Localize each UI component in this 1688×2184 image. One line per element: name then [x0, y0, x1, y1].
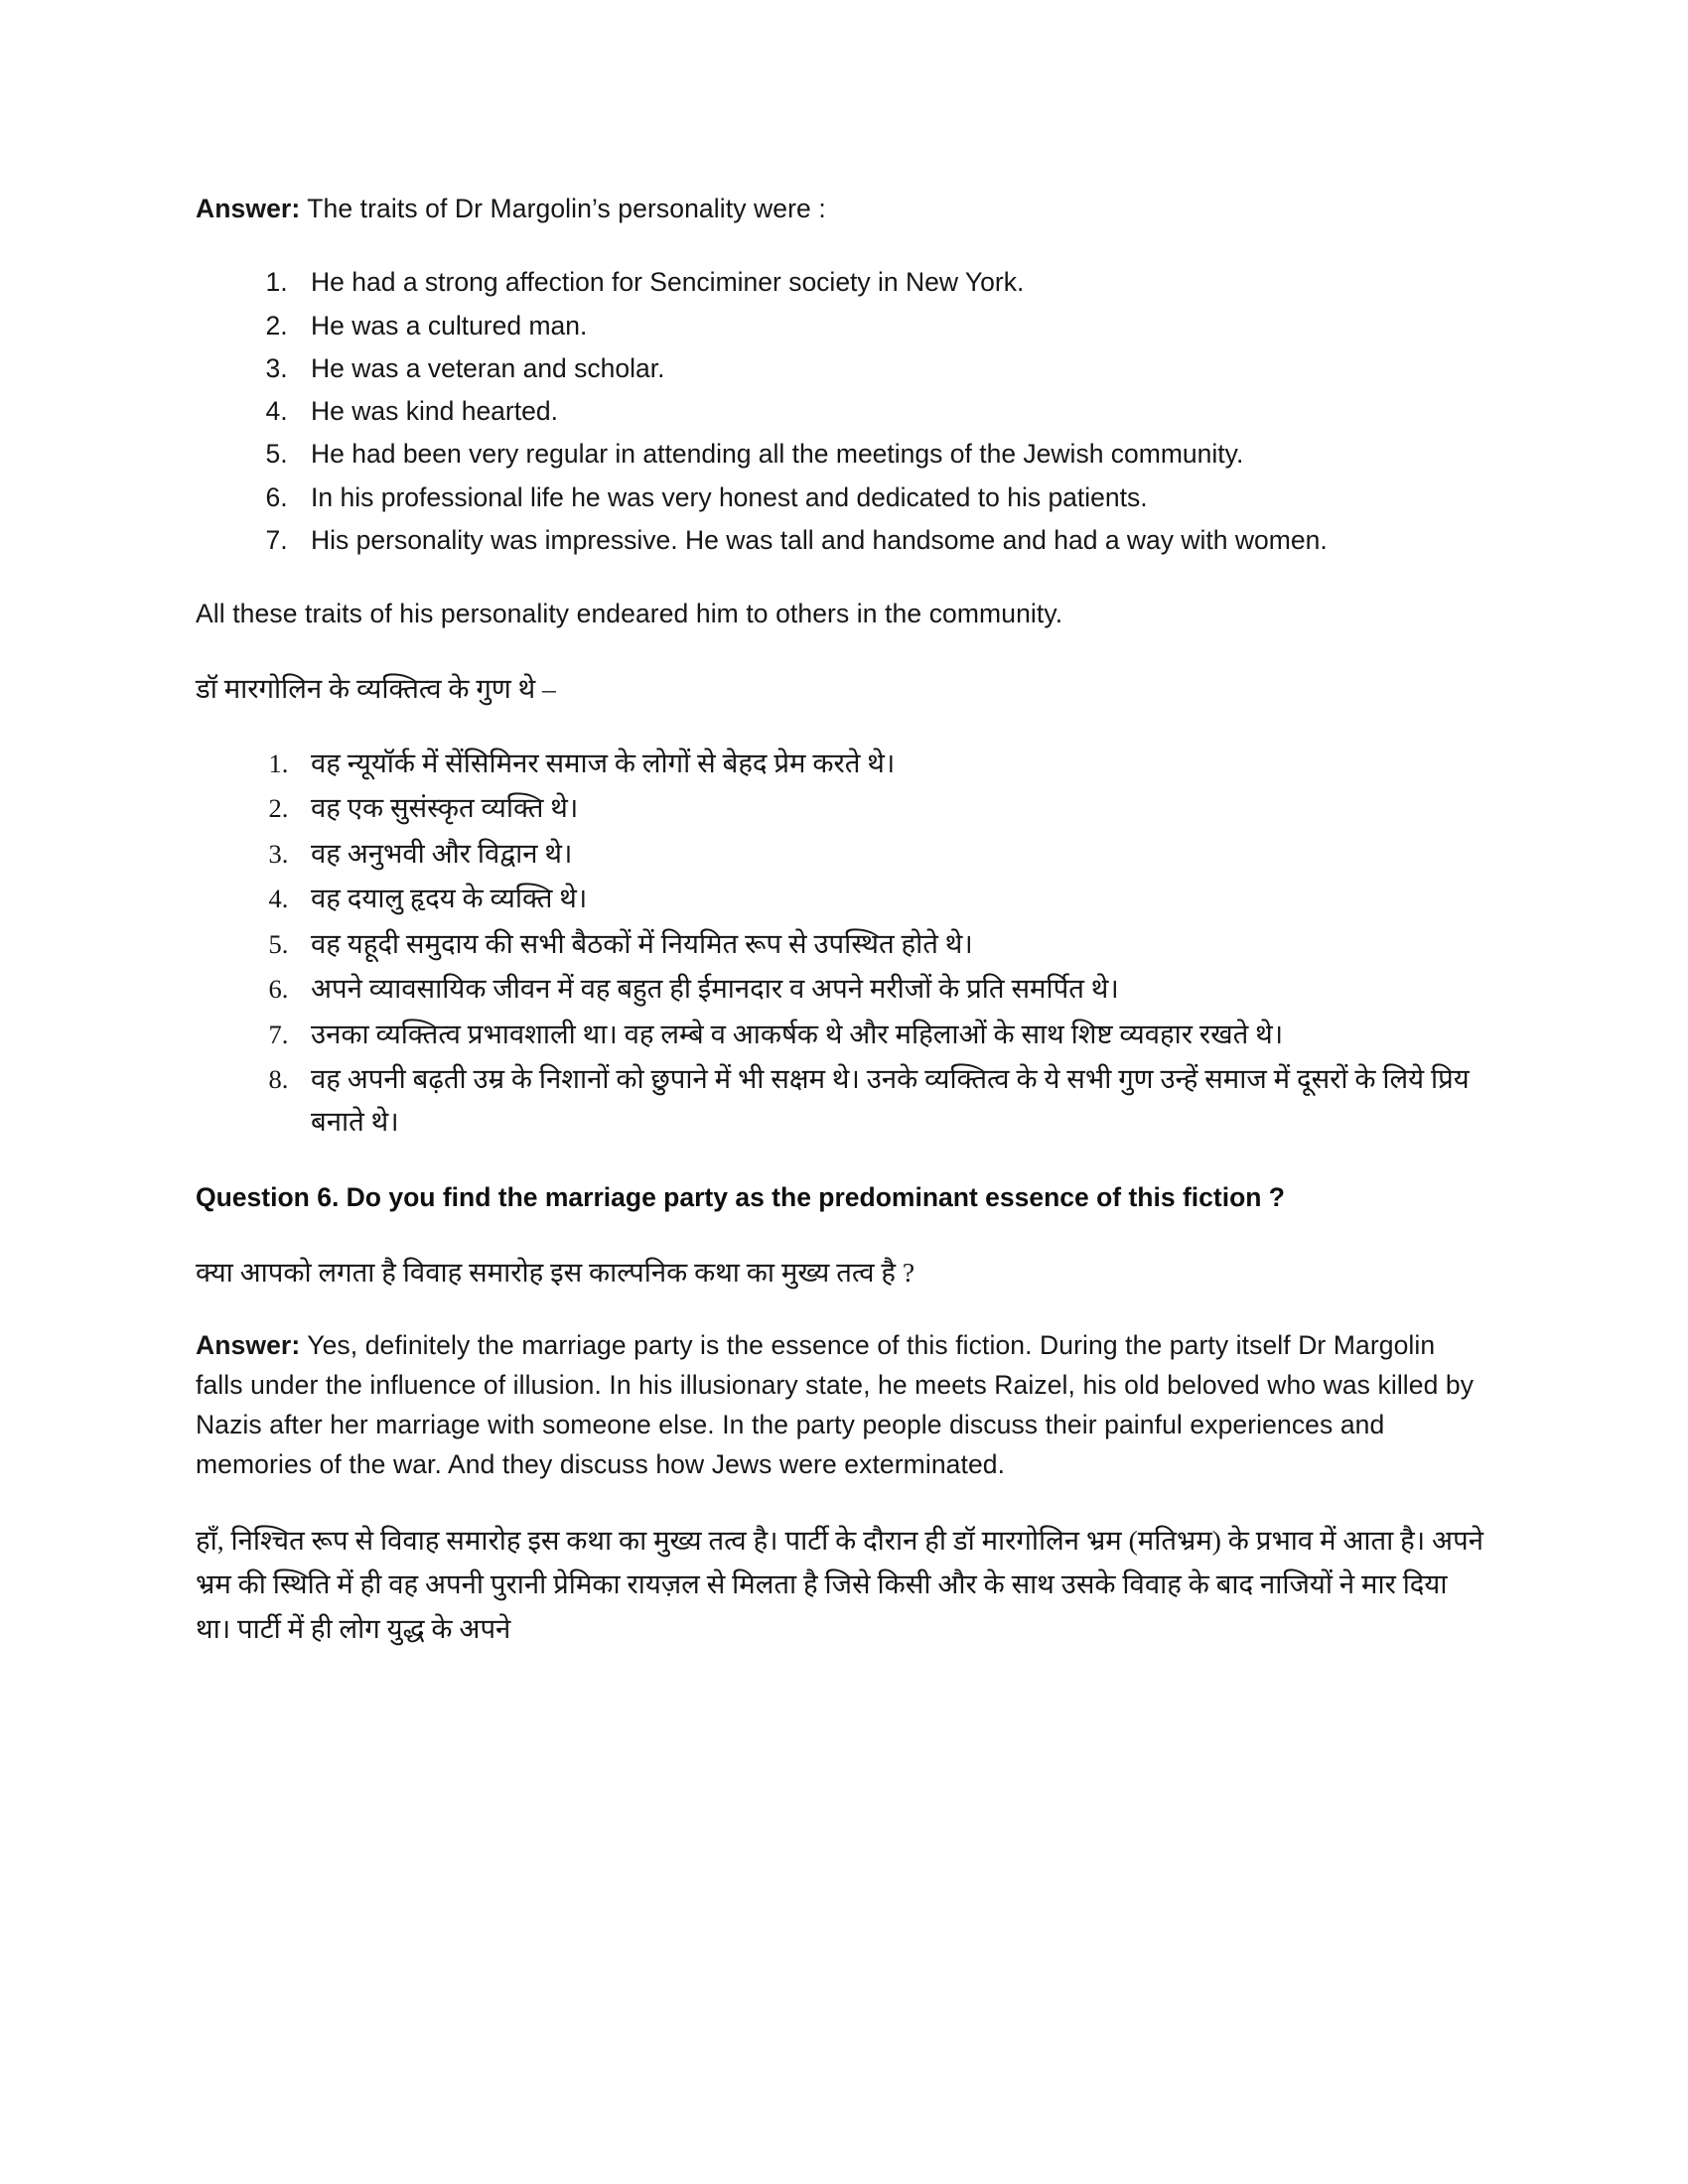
answer-1-closing: All these traits of his personality endeared him to others in the community.	[196, 599, 1063, 629]
hindi-answer-1-heading: डॉ मारगोलिन के व्यक्तित्व के गुण थे –	[196, 673, 556, 705]
list-item: 6. अपने व्यावसायिक जीवन में वह बहुत ही ईमानदार व अपने मरीजों के प्रति समर्पित थे।	[295, 967, 1484, 1010]
list-item: 2. वह एक सुसंस्कृत व्यक्ति थे।	[295, 786, 1484, 829]
english-traits-list	[196, 262, 1484, 560]
list-item: 8. वह अपनी बढ़ती उम्र के निशानों को छुपाने में भी सक्षम थे। उनके व्यक्तित्व के ये सभी गुण उन्हें समाज में दूसरों के लिये प्रिय बनाते थे।	[295, 1057, 1484, 1144]
question-6-heading: Question 6. Do you find the marriage party as the predominant essence of this fiction ?	[196, 1181, 1285, 1212]
answer-1-intro-text: The traits of Dr Margolin’s personality were :	[300, 194, 826, 223]
question-6-hindi-heading: क्या आपको लगता है विवाह समारोह इस काल्पनिक कथा का मुख्य तत्व है ?	[196, 1257, 915, 1289]
list-item: 5. वह यहूदी समुदाय की सभी बैठकों में नियमित रूप से उपस्थित होते थे।	[295, 922, 1484, 965]
answer-2-hindi-paragraph: हाँ, निश्चित रूप से विवाह समारोह इस कथा का मुख्य तत्व है। पार्टी के दौरान ही डॉ मारगोलिन भ्रम (मतिभ्रम) के प्रभाव में आता है। अपने भ्रम की स्थिति में ही वह अपनी पुरानी प्रेमिका रायज़ल से मिलता है जिसे किसी और के साथ उसके विवाह के बाद नाजियों ने मार दिया था। पार्टी में ही लोग युद्ध के अपने	[196, 1524, 1483, 1644]
answer-label: Answer:	[196, 1329, 301, 1360]
answer-1-intro	[196, 189, 1484, 228]
list-item: 3. वह अनुभवी और विद्वान थे।	[295, 832, 1484, 875]
answer-2-paragraph	[196, 1325, 1484, 1485]
list-item: 2. He was a cultured man.	[295, 306, 1484, 345]
list-item: 1. He had a strong affection for Senciminer society in New York.	[295, 262, 1484, 302]
list-item: 3. He was a veteran and scholar.	[295, 348, 1484, 388]
list-item: 1. वह न्यूयॉर्क में सेंसिमिनर समाज के लोगों से बेहद प्रेम करते थे।	[295, 742, 1484, 784]
list-item: 7. उनका व्यक्तित्व प्रभावशाली था। वह लम्बे व आकर्षक थे और महिलाओं के साथ शिष्ट व्यवहार रखते थे।	[295, 1013, 1484, 1055]
hindi-traits-list	[196, 742, 1484, 1144]
list-item: 7. His personality was impressive. He was tall and handsome and had a way with women.	[295, 520, 1484, 560]
list-item: 6. In his professional life he was very honest and dedicated to his patients.	[295, 478, 1484, 517]
list-item: 5. He had been very regular in attending all the meetings of the Jewish community.	[295, 434, 1484, 474]
list-item: 4. वह दयालु हृदय के व्यक्ति थे।	[295, 877, 1484, 919]
list-item: 4. He was kind hearted.	[295, 391, 1484, 431]
answer-label: Answer:	[196, 194, 301, 223]
answer-2-text: Yes, definitely the marriage party is the essence of this fiction. During the party itself Dr Margolin falls under the influence of illusion. In his illusionary state, he meets Raizel, his old beloved who was killed by Nazis after her marriage with someone else. In the party people discuss their painful experiences and memories of the war. And they discuss how Jews were exterminated.	[196, 1329, 1475, 1480]
